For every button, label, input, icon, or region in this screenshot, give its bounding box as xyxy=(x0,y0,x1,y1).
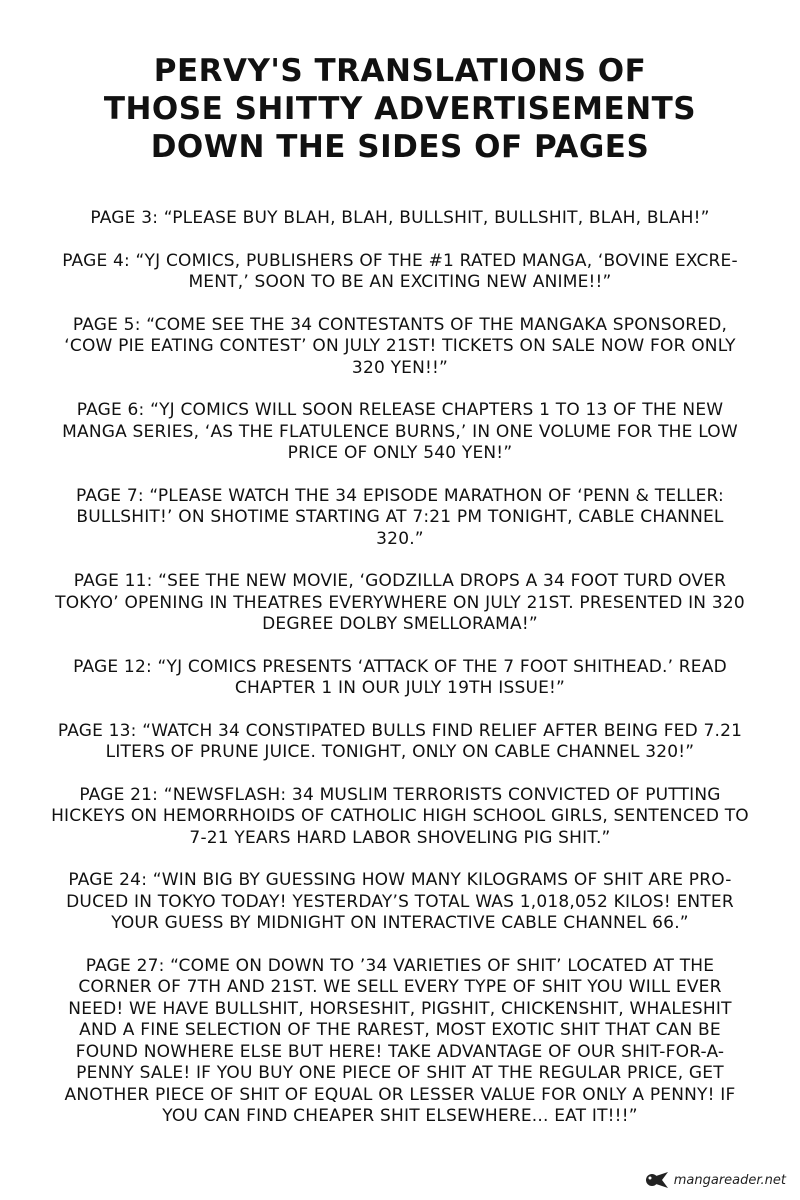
translation-list xyxy=(50,208,750,1149)
mangareader-logo-icon xyxy=(642,1170,670,1190)
translation-entry: PAGE 3: “PLEASE BUY BLAH, BLAH, BULLSHIT, BULLSHIT, BLAH, BLAH!” xyxy=(90,208,710,228)
translation-entry: PAGE 6: “YJ COMICS WILL SOON RELEASE CHAPTERS 1 TO 13 OF THE NEW MANGA SERIES, ‘AS THE FLATULENCE BURNS,’ IN ONE VOLUME FOR THE LOW PRICE OF ONLY 540 YEN!” xyxy=(62,400,738,463)
translation-entry: PAGE 13: “WATCH 34 CONSTIPATED BULLS FIND RELIEF AFTER BEING FED 7.21 LITERS OF PRUNE JUICE. TONIGHT, ONLY ON CABLE CHANNEL 320!” xyxy=(57,720,743,762)
translation-entry: PAGE 5: “COME SEE THE 34 CONTESTANTS OF THE MANGAKA SPONSORED, ‘COW PIE EATING CONTEST’ ON JULY 21ST! TICKETS ON SALE NOW FOR ONLY 320 YEN!!” xyxy=(64,314,736,378)
translation-entry: PAGE 12: “YJ COMICS PRESENTS ‘ATTACK OF THE 7 FOOT SHITHEAD.’ READ CHAPTER 1 IN OUR JULY 19TH ISSUE!” xyxy=(73,656,727,698)
translation-entry: PAGE 4: “YJ COMICS, PUBLISHERS OF THE #1 RATED MANGA, ‘BOVINE EXCRE-MENT,’ SOON TO BE AN EXCITING NEW ANIME!!” xyxy=(62,250,738,292)
translation-entry: PAGE 27: “COME ON DOWN TO ’34 VARIETIES OF SHIT’ LOCATED AT THE CORNER OF 7TH AND 21ST. WE SELL EVERY TYPE OF SHIT YOU WILL EVER NEED! WE HAVE BULLSHIT, HORSESHIT, PIGSHIT, CHICKENSHIT, WHALESHIT AND A FINE SELECTION OF THE RAREST, MOST EXOTIC SHIT THAT CAN BE FOUND NOWHERE ELSE BUT HERE! TAKE ADVANTAGE OF OUR SHIT-FOR-A-PENNY SALE! IF YOU BUY ONE PIECE OF SHIT AT THE REGULAR PRICE, GET ANOTHER PIECE OF SHIT OF EQUAL OR LESSER VALUE FOR ONLY A PENNY! IF YOU CAN FIND CHEAPER SHIT ELSEWHERE... EAT IT!!!” xyxy=(64,955,736,1126)
watermark-text: mangareader.net xyxy=(673,1172,786,1188)
translation-entry: PAGE 7: “PLEASE WATCH THE 34 EPISODE MARATHON OF ‘PENN & TELLER: BULLSHIT!’ ON SHOTIME STARTING AT 7:21 PM TONIGHT, CABLE CHANNEL 320.” xyxy=(76,485,724,549)
watermark xyxy=(642,1170,786,1190)
page-title: PERVY'S TRANSLATIONS OF THOSE SHITTY ADVERTISEMENTS DOWN THE SIDES OF PAGES xyxy=(103,53,697,165)
translation-entry: PAGE 24: “WIN BIG BY GUESSING HOW MANY KILOGRAMS OF SHIT ARE PRO-DUCED IN TOKYO TODAY! YESTERDAY’S TOTAL WAS 1,018,052 KILOS! ENTER YOUR GUESS BY MIDNIGHT ON INTERACTIVE CABLE CHANNEL 66.” xyxy=(66,870,734,933)
translation-entry: PAGE 11: “SEE THE NEW MOVIE, ‘GODZILLA DROPS A 34 FOOT TURD OVER TOKYO’ OPENING IN THEATRES EVERYWHERE ON JULY 21ST. PRESENTED IN 320 DEGREE DOLBY SMELLORAMA!” xyxy=(55,571,745,634)
translation-entry: PAGE 21: “NEWSFLASH: 34 MUSLIM TERRORISTS CONVICTED OF PUTTING HICKEYS ON HEMORRHOIDS OF CATHOLIC HIGH SCHOOL GIRLS, SENTENCED TO 7-21 YEARS HARD LABOR SHOVELING PIG SHIT.” xyxy=(51,784,749,848)
